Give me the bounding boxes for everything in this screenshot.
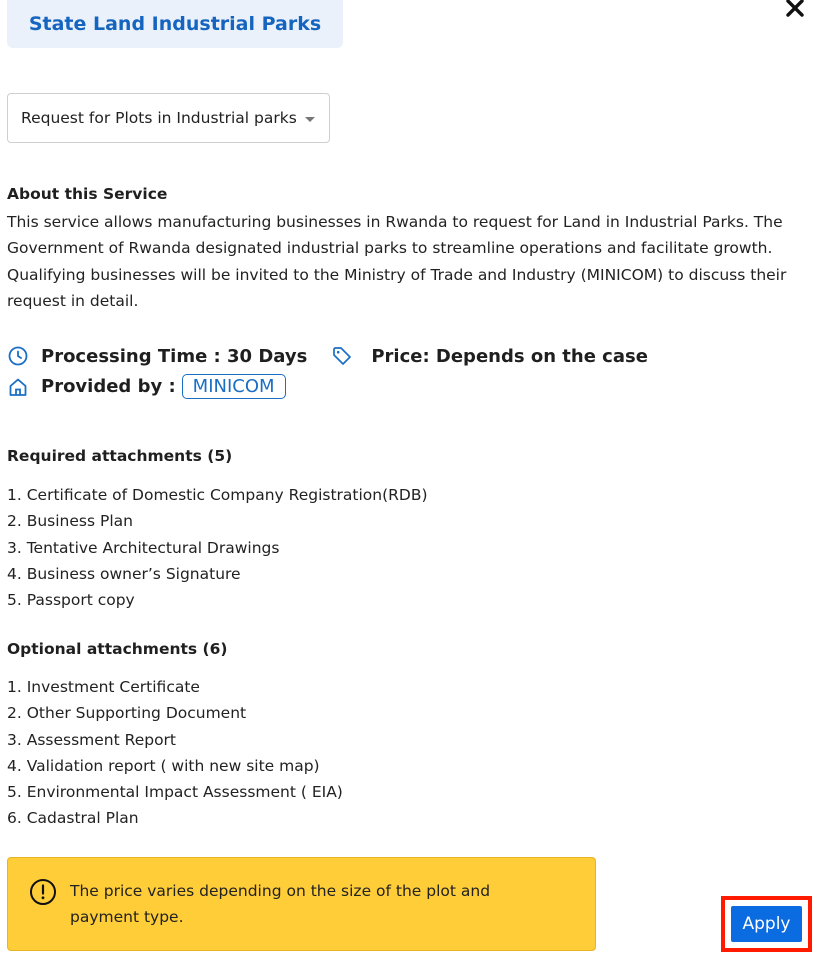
optional-attachments-list	[7, 674, 343, 832]
list-item: 5. Environmental Impact Assessment ( EIA)	[7, 783, 343, 802]
list-item: 1. Certificate of Domestic Company Registration(RDB)	[7, 486, 428, 504]
price: Price: Depends on the case	[371, 345, 648, 367]
list-item: 6. Cadastral Plan	[7, 809, 139, 828]
optional-attachments-title: Optional attachments (6)	[7, 640, 228, 658]
close-button[interactable]	[783, 0, 807, 20]
close-icon	[785, 0, 805, 18]
required-attachments-title: Required attachments (5)	[7, 447, 233, 465]
apply-button[interactable]: Apply	[731, 906, 802, 942]
alert-text: The price varies depending on the size of the plot and payment type.	[70, 882, 491, 926]
list-item: 2. Business Plan	[7, 512, 133, 531]
apply-button-highlight	[721, 896, 812, 952]
provider-badge[interactable]: MINICOM	[182, 374, 286, 399]
about-text: This service allows manufacturing businesses in Rwanda to request for Land in Industrial Parks. The Government of Rwanda designated industrial parks to streamline operations and facilitate growth. Qualifying businesses will be invited to the Ministry of Trade and Industry (MINICOM) to discuss their request in detail.	[7, 213, 787, 311]
about-title: About this Service	[7, 185, 168, 203]
provided-by-label: Provided by :	[41, 376, 176, 397]
processing-time: Processing Time : 30 Days	[41, 345, 308, 367]
list-item: 4. Business owner’s Signature	[7, 564, 241, 583]
list-item: 4. Validation report ( with new site map)	[7, 756, 320, 775]
list-item: 3. Tentative Architectural Drawings	[7, 538, 280, 557]
service-select[interactable]	[7, 93, 330, 143]
list-item: 2. Other Supporting Document	[7, 704, 247, 723]
home-icon	[7, 376, 29, 398]
required-attachments-list	[7, 482, 428, 613]
meta-row-time-price	[7, 345, 648, 367]
service-title-chip	[7, 0, 343, 48]
service-title: State Land Industrial Parks	[28, 13, 322, 35]
list-item: 5. Passport copy	[7, 591, 135, 610]
meta-row-provider	[7, 374, 286, 399]
caret-down-icon	[305, 117, 315, 122]
exclamation-circle-icon	[28, 877, 58, 907]
list-item: 3. Assessment Report	[7, 730, 177, 749]
tag-icon	[331, 345, 353, 367]
list-item: 1. Investment Certificate	[7, 678, 200, 696]
service-select-value: Request for Plots in Industrial parks	[21, 109, 297, 127]
clock-icon	[7, 345, 29, 367]
price-notice-alert	[7, 857, 596, 951]
